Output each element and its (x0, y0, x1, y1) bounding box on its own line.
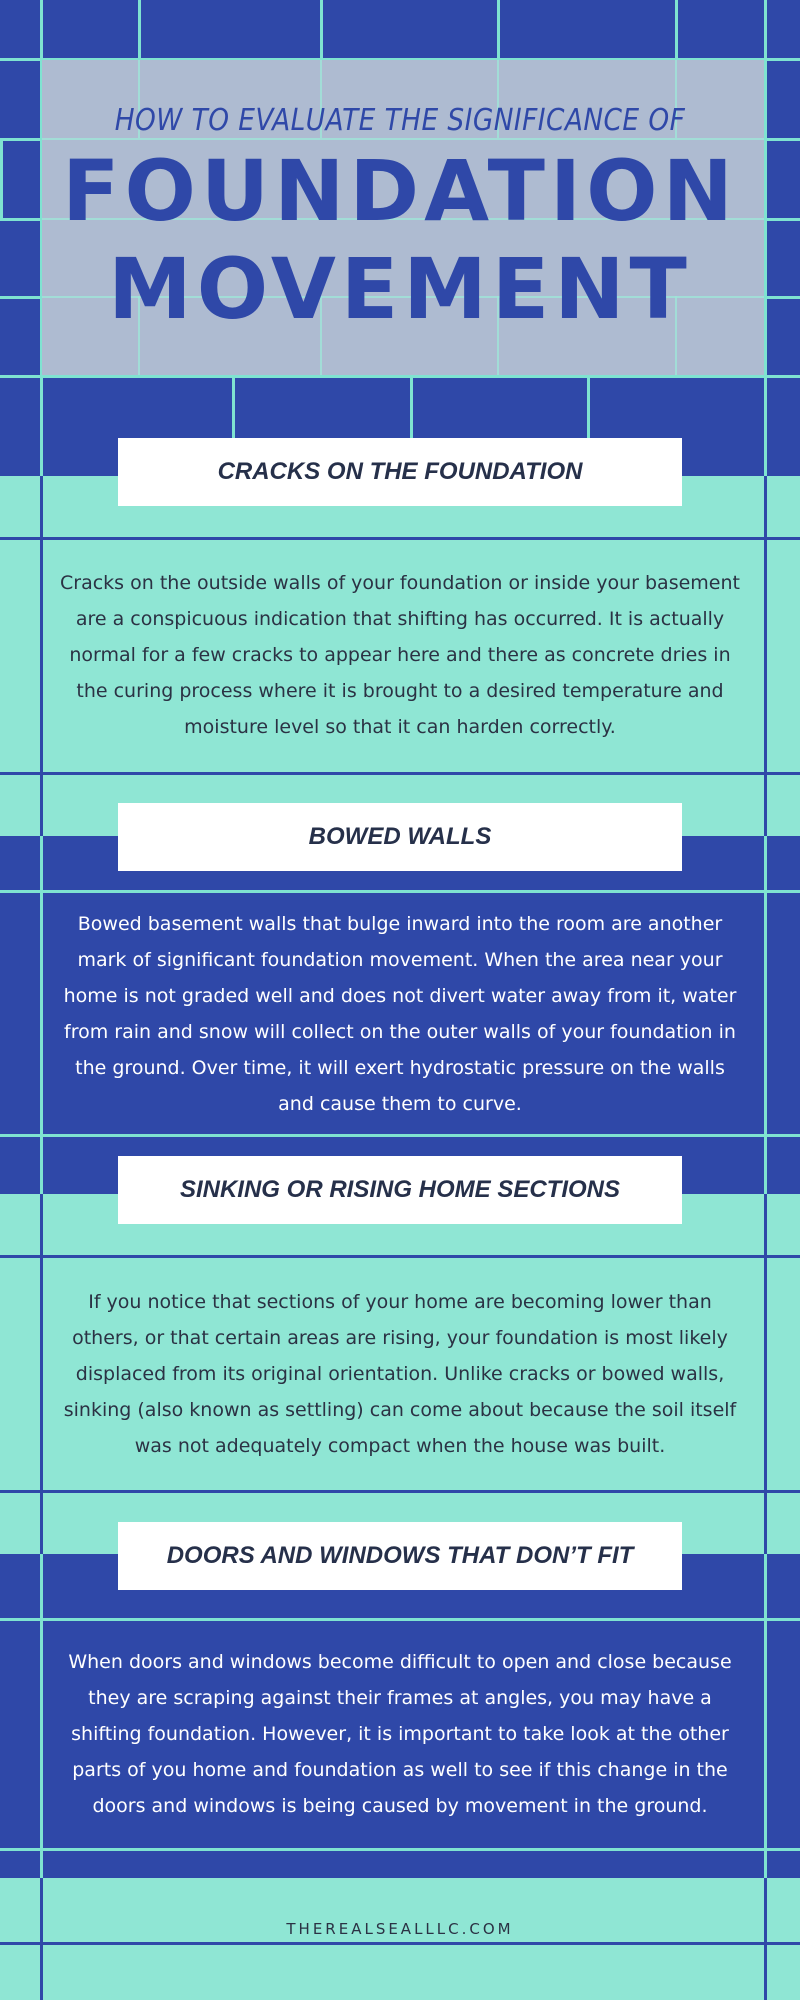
footer-band (0, 1878, 800, 2000)
section-title-sinking: SINKING OR RISING HOME SECTIONS (118, 1156, 682, 1224)
title-line-1: FOUNDATION (62, 142, 738, 240)
section-title-cracks: CRACKS ON THE FOUNDATION (118, 438, 682, 506)
section-body-doors-windows: When doors and windows become difficult to open and close because they are scraping against their frames at angles, you may have a shifting foundation. However, it is important to take look at the other parts of you home and foundation as well to see if this change in the doors and windows is being caused by movement in the ground. (68, 1651, 732, 1817)
title-line-2: MOVEMENT (108, 240, 692, 338)
title-kicker: HOW TO EVALUATE THE SIGNIFICANCE OF (114, 103, 686, 138)
section-title-bowed-walls: BOWED WALLS (118, 803, 682, 871)
section-body-bowed-walls: Bowed basement walls that bulge inward into the room are another mark of significant foundation movement. When the area near your home is not graded well and does not divert water away from it, water from rain and snow will collect on the outer walls of your foundation in the ground. Over time, it will exert hydrostatic pressure on the walls and cause them to curve. (63, 913, 737, 1115)
header-band (0, 0, 800, 476)
section-body-cracks: Cracks on the outside walls of your foundation or inside your basement are a conspicuous indication that shifting has occurred. It is actually normal for a few cracks to appear here and there as concrete dries in the curing process where it is brought to a desired temperature and moisture level so that it can harden correctly. (60, 572, 740, 738)
footer-website: THEREALSEALLLC.COM (286, 1920, 514, 1938)
section-body-sinking: If you notice that sections of your home are becoming lower than others, or that certain areas are rising, your foundation is most likely displaced from its original orientation. Unlike cracks or bowed walls, sinking (also known as settling) can come about because the soil itself was not adequately compact when the house was built. (63, 1291, 737, 1457)
section-title-doors-windows: DOORS AND WINDOWS THAT DON’T FIT (118, 1522, 682, 1590)
